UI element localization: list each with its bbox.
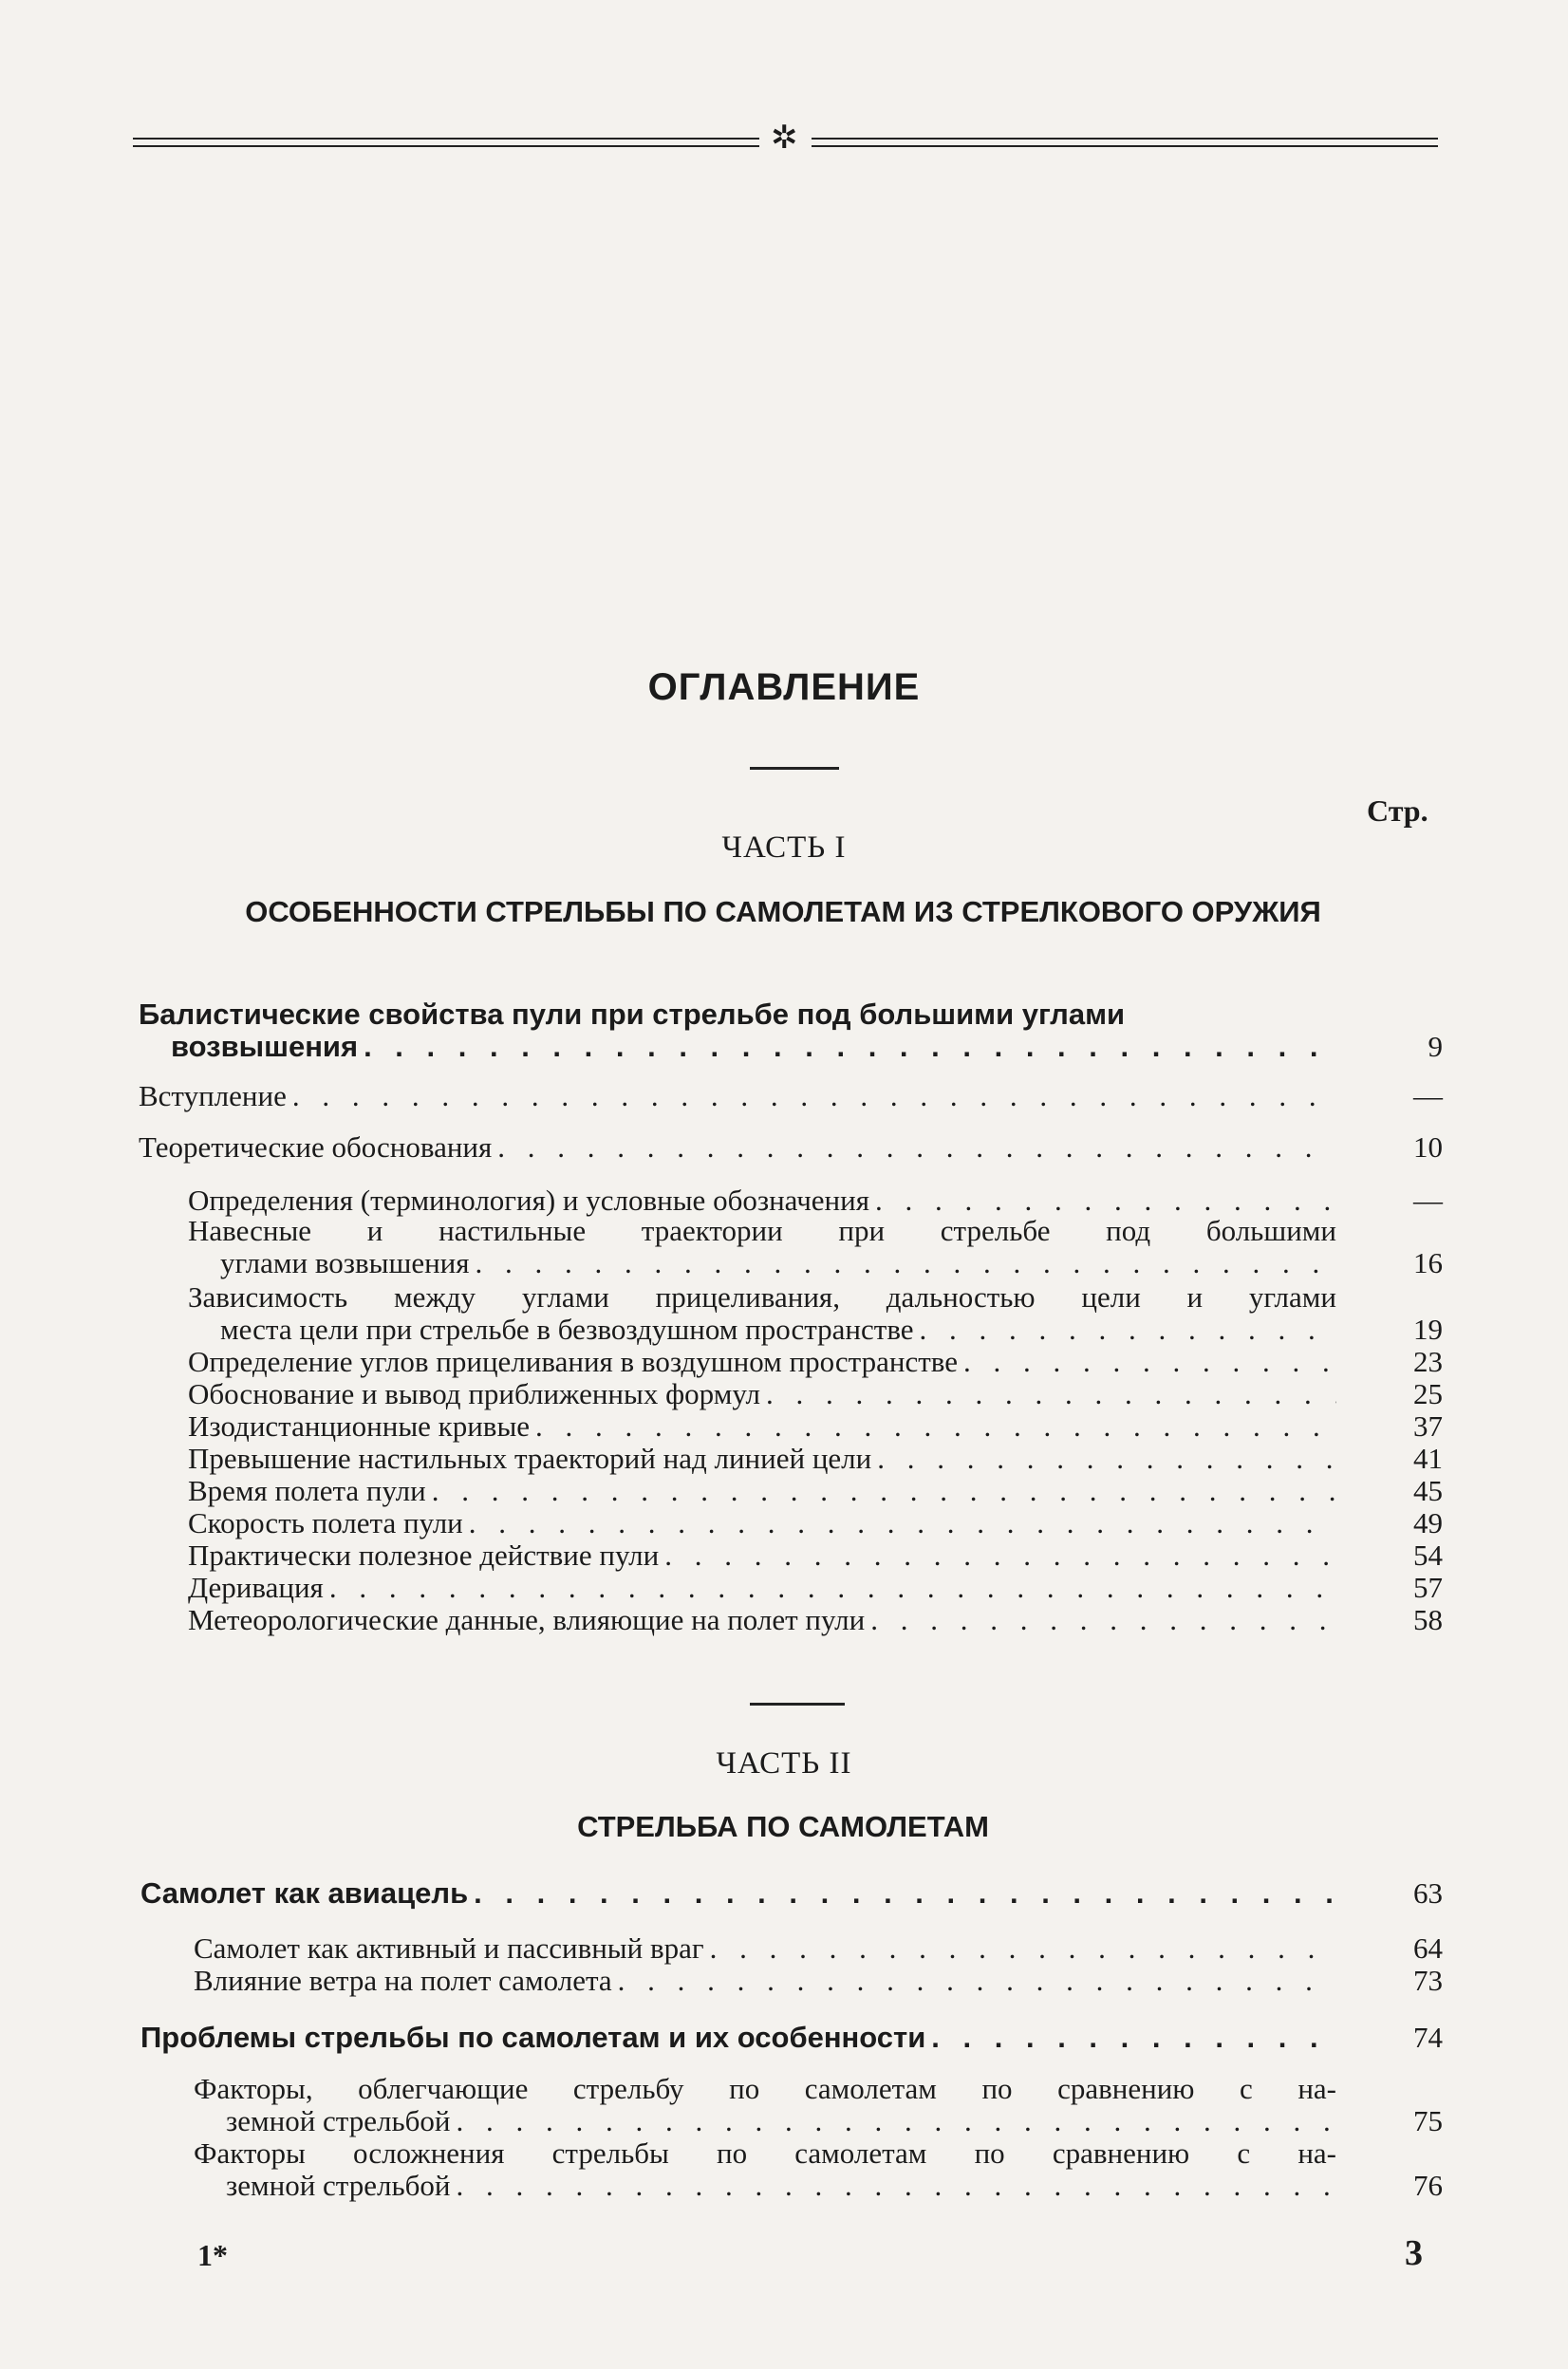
toc-entry[interactable] [188, 1603, 1443, 1636]
signature-mark: 1* [197, 2238, 228, 2272]
toc-entry[interactable] [194, 2136, 1443, 2202]
entry-page: 16 [1413, 1246, 1443, 1279]
toc-entry[interactable] [188, 1377, 1443, 1410]
part1-title: ОСОБЕННОСТИ СТРЕЛЬБЫ ПО САМОЛЕТАМ ИЗ СТРЕЛКОВОГО ОРУЖИЯ [245, 895, 1321, 928]
entry-title: Влияние ветра на полет самолета [194, 1964, 612, 1997]
toc-entry[interactable] [188, 1214, 1443, 1279]
entry-title-cont: земной стрельбой [226, 2169, 451, 2202]
entry-page: 45 [1413, 1474, 1443, 1507]
toc-entry[interactable] [188, 1345, 1443, 1378]
entry-page: 76 [1413, 2169, 1443, 2202]
part-divider [750, 1703, 845, 1706]
toc-entry[interactable] [139, 1130, 1443, 1164]
entry-page: 25 [1413, 1377, 1443, 1410]
toc-entry[interactable] [194, 2072, 1443, 2137]
entry-title: Теоретические обоснования [139, 1130, 493, 1164]
entry-page: 23 [1413, 1345, 1443, 1378]
entry-title: Определения (терминология) и условные обозначения [188, 1184, 869, 1217]
toc-entry[interactable] [188, 1474, 1443, 1507]
toc-entry[interactable] [188, 1184, 1443, 1217]
entry-page: 58 [1413, 1603, 1443, 1636]
toc-entry[interactable] [140, 1876, 1443, 1910]
entry-title: Самолет как активный и пассивный враг [194, 1931, 704, 1965]
page-column-label: Стр. [1367, 793, 1428, 828]
entry-title: Деривация [188, 1571, 324, 1604]
entry-title: Проблемы стрельбы по самолетам и их особенности [140, 2021, 926, 2054]
entry-title: Скорость полета пули [188, 1506, 463, 1539]
entry-title: Изодистанционные кривые [188, 1409, 531, 1443]
ornament-rule-right [812, 138, 1438, 147]
entry-page: 64 [1413, 1931, 1443, 1965]
entry-page: — [1413, 1184, 1443, 1217]
entry-page: 10 [1413, 1130, 1443, 1164]
part1-label: ЧАСТЬ I [721, 830, 847, 865]
entry-page: 57 [1413, 1571, 1443, 1604]
entry-title: Факторы, облегчающие стрельбу по самолетам по сравнению с на- [194, 2072, 1336, 2105]
entry-page: 9 [1428, 1030, 1443, 1063]
entry-page: 74 [1413, 2021, 1443, 2054]
entry-title: Балистические свойства пули при стрельбе под большими углами [139, 998, 1126, 1031]
entry-page: 73 [1413, 1964, 1443, 1997]
toc-entry[interactable] [194, 1964, 1443, 1997]
entry-page: 37 [1413, 1409, 1443, 1443]
toc-entry[interactable] [188, 1409, 1443, 1443]
entry-title: Метеорологические данные, влияющие на полет пули [188, 1603, 866, 1636]
entry-title: Практически полезное действие пули [188, 1539, 660, 1572]
page-title: ОГЛАВЛЕНИЕ [647, 666, 921, 708]
toc-entry[interactable] [188, 1571, 1443, 1604]
toc-entry[interactable] [139, 1079, 1443, 1112]
toc-entry[interactable] [188, 1442, 1443, 1475]
entry-page: 75 [1413, 2104, 1443, 2137]
entry-title-cont: возвышения [171, 1030, 359, 1063]
entry-page: 63 [1413, 1876, 1443, 1910]
entry-page: — [1413, 1079, 1443, 1112]
toc-entry[interactable] [188, 1280, 1443, 1346]
entry-page: 49 [1413, 1506, 1443, 1539]
entry-title: Обоснование и вывод приближенных формул [188, 1377, 760, 1410]
entry-page: 41 [1413, 1442, 1443, 1475]
toc-entry[interactable] [139, 998, 1443, 1063]
toc-entry[interactable] [194, 1931, 1443, 1965]
ornament-rule-left [133, 138, 759, 147]
entry-title: Определение углов прицеливания в воздушном пространстве [188, 1345, 958, 1378]
part2-label: ЧАСТЬ II [716, 1746, 852, 1781]
toc-entry[interactable] [188, 1506, 1443, 1539]
title-divider [750, 767, 839, 770]
entry-page: 19 [1413, 1313, 1443, 1346]
entry-title-cont: места цели при стрельбе в безвоздушном пространстве [220, 1313, 914, 1346]
part2-title: СТРЕЛЬБА ПО САМОЛЕТАМ [577, 1810, 989, 1843]
entry-title: Вступление [139, 1079, 287, 1112]
toc-entry[interactable] [188, 1539, 1443, 1572]
header-ornament [133, 121, 1438, 159]
entry-title: Навесные и настильные траектории при стрельбе под большими [188, 1214, 1336, 1247]
ornament-star-icon: ✲ [771, 121, 798, 156]
entry-page: 54 [1413, 1539, 1443, 1572]
page-number: 3 [1405, 2233, 1423, 2273]
entry-title: Зависимость между углами прицеливания, дальностью цели и углами [188, 1280, 1336, 1314]
entry-title: Факторы осложнения стрельбы по самолетам по сравнению с на- [194, 2136, 1336, 2170]
entry-title: Превышение настильных траекторий над линией цели [188, 1442, 872, 1475]
toc-entry[interactable] [140, 2021, 1443, 2054]
entry-title: Самолет как авиацель [140, 1876, 469, 1910]
entry-title-cont: земной стрельбой [226, 2104, 451, 2137]
entry-title: Время полета пули [188, 1474, 426, 1507]
entry-title-cont: углами возвышения [220, 1246, 470, 1279]
